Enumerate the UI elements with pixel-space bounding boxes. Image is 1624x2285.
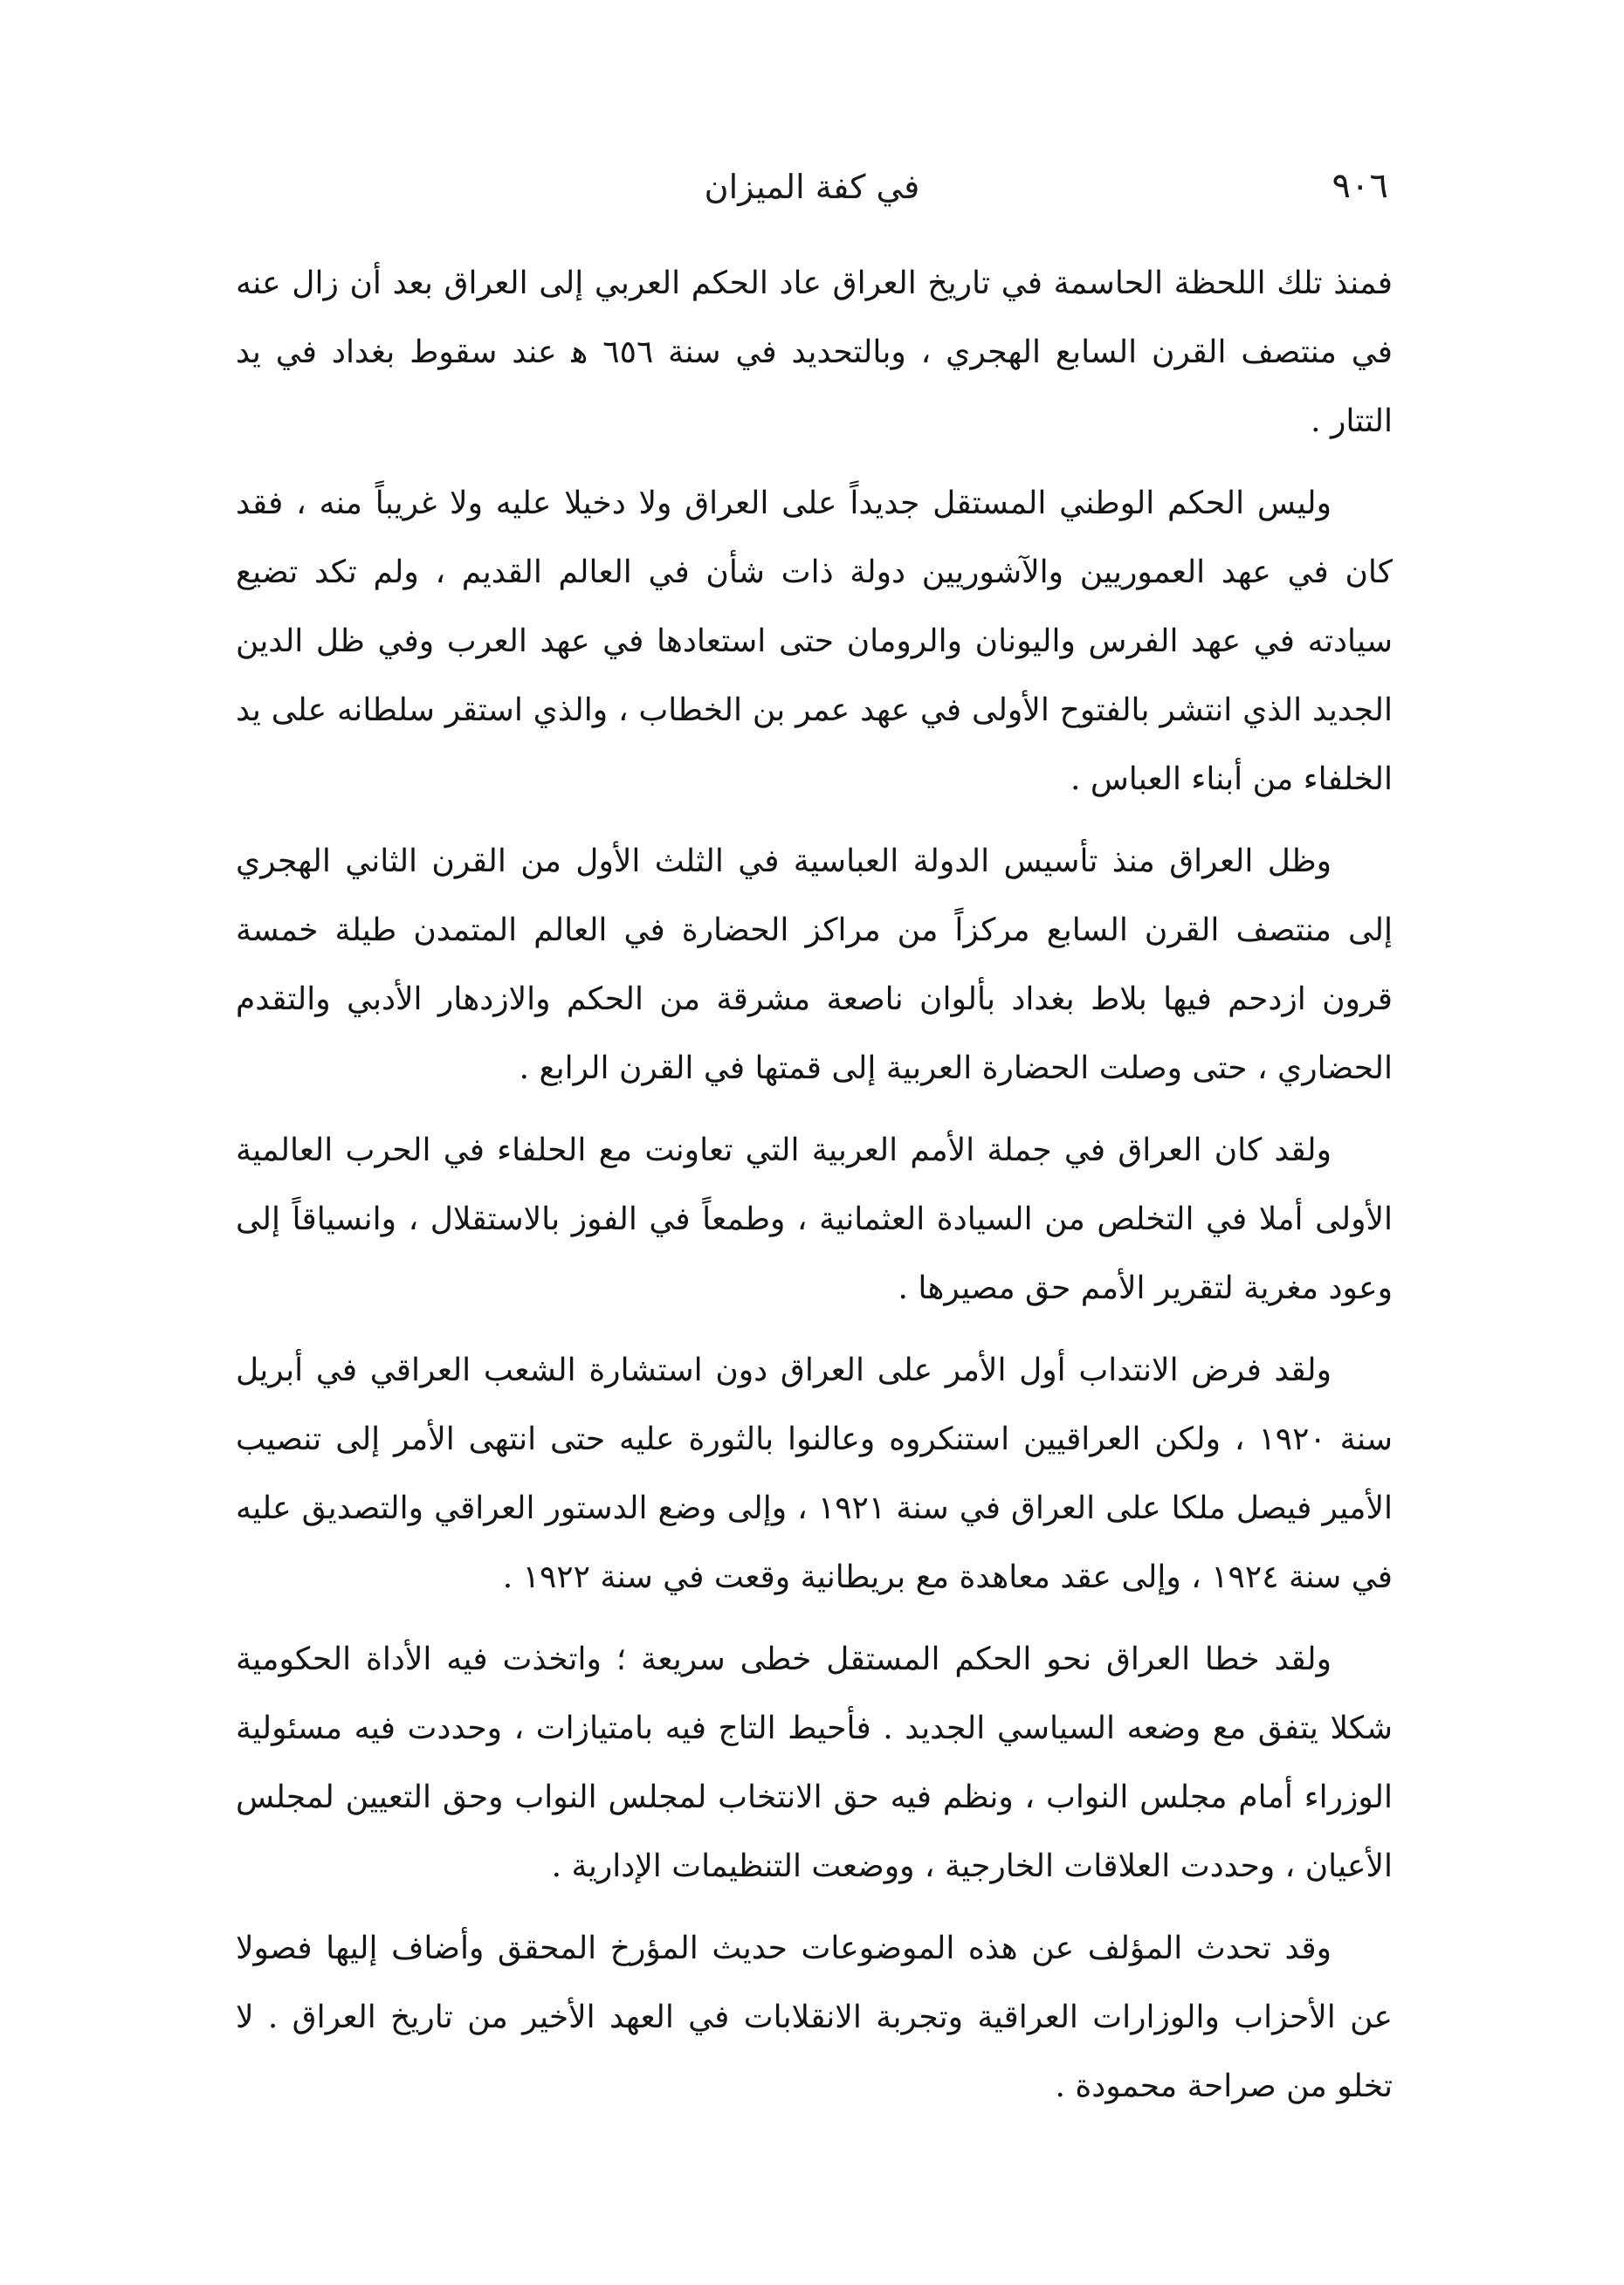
paragraph: ولقد كان العراق في جملة الأمم العربية التي تعاونت مع الحلفاء في الحرب العالمية الأولى أملا في التخلص من السيادة العثمانية ، وطمعاً في الفوز بالاستقلال ، وانسياقاً إلى وعود مغرية لتقرير الأمم حق مصيرها . [236, 1132, 1393, 1306]
paragraph: ولقد فرض الانتداب أول الأمر على العراق دون استشارة الشعب العراقي في أبريل سنة ١٩٢٠ ، ولكن العراقيين استنكروه وعالنوا بالثورة عليه حتى انتهى الأمر إلى تنصيب الأمير فيصل ملكا على العراق في سنة ١٩٢١ ، وإلى وضع الدستور العراقي والتصديق عليه في سنة ١٩٢٤ ، وإلى عقد معاهدة مع بريطانية وقعت في سنة ١٩٢٢ . [236, 1352, 1393, 1595]
paragraph: وظل العراق منذ تأسيس الدولة العباسية في الثلث الأول من القرن الثاني الهجري إلى منتصف القرن السابع مركزاً من مراكز الحضارة في العالم المتمدن طيلة خمسة قرون ازدحم فيها بلاط بغداد بألوان ناصعة مشرقة من الحكم والازدهار الأدبي والتقدم الحضاري ، حتى وصلت الحضارة العربية إلى قمتها في القرن الرابع . [236, 843, 1393, 1086]
page-number: ٩٠٦ [1332, 166, 1388, 206]
paragraph: وليس الحكم الوطني المستقل جديداً على العراق ولا دخيلا عليه ولا غريباً منه ، فقد كان في عهد العموريين والآشوريين دولة ذات شأن في العالم القديم ، ولم تكد تضيع سيادته في عهد الفرس واليونان والرومان حتى استعادها في عهد العرب وفي ظل الدين الجديد الذي انتشر بالفتوح الأولى في عهد عمر بن الخطاب ، والذي استقر سلطانه على يد الخلفاء من أبناء العباس . [236, 485, 1393, 797]
paragraph: ولقد خطا العراق نحو الحكم المستقل خطى سريعة ؛ واتخذت فيه الأداة الحكومية شكلا يتفق مع وضعه السياسي الجديد . فأحيط التاج فيه بامتيازات ، وحددت فيه مسئولية الوزراء أمام مجلس النواب ، ونظم فيه حق الانتخاب لمجلس النواب وحق التعيين لمجلس الأعيان ، وحددت العلاقات الخارجية ، ووضعت التنظيمات الإدارية . [236, 1641, 1393, 1884]
paragraph: فمنذ تلك اللحظة الحاسمة في تاريخ العراق عاد الحكم العربي إلى العراق بعد أن زال عنه في منتصف القرن السابع الهجري ، وبالتحديد في سنة ٦٥٦ ﻫ عند سقوط بغداد في يد التتار . [236, 265, 1393, 439]
page-header [236, 166, 1388, 227]
paragraph: وقد تحدث المؤلف عن هذه الموضوعات حديث المؤرخ المحقق وأضاف إليها فصولا عن الأحزاب والوزارات العراقية وتجربة الانقلابات في العهد الأخير من تاريخ العراق . لا تخلو من صراحة محمودة . [236, 1931, 1393, 2104]
body-text [236, 249, 1393, 2121]
running-title: في كفة الميزان [704, 168, 920, 206]
